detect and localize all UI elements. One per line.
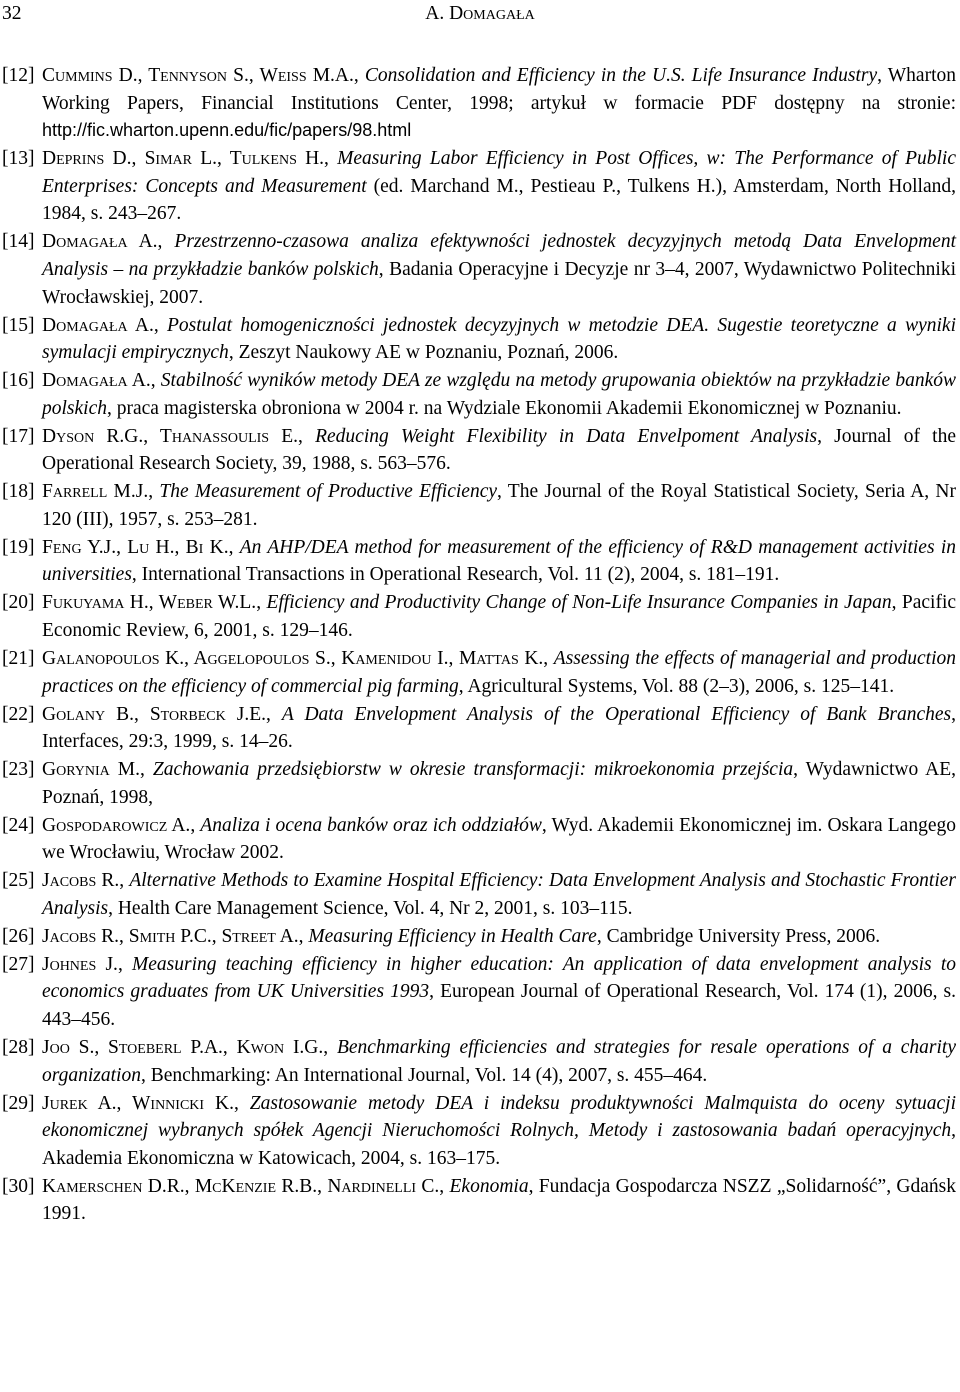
page-number: 32 (2, 3, 22, 24)
reference-entry (2, 423, 956, 478)
reference-text: , Badania Operacyjne i Decyzje nr 3–4, 2007, Wydawnictwo Politechniki Wrocławskiej, 2007. (42, 258, 956, 308)
reference-text: , Health Care Management Science, Vol. 4, Nr 2, 2001, s. 103–115. (108, 897, 633, 919)
reference-text: , The Journal of the Royal Statistical Society, Seria A, Nr 120 (III), 1957, s. 253–281. (42, 481, 957, 530)
reference-title: Measuring teaching efficiency in higher education: An application of data envelopment analysis to economics graduates from UK Universities 1993 (42, 953, 956, 1003)
reference-text: , praca magisterska obroniona w 2004 r. na Wydziale Ekonomii Akademii Ekonomicznej w Poznaniu. (106, 397, 902, 419)
reference-authors: Deprins D., Simar L., Tulkens H. (42, 148, 325, 170)
reference-text: , (323, 1037, 337, 1059)
reference-number: [15] (2, 314, 35, 336)
reference-title: Analiza i ocena banków oraz ich oddziałów (200, 814, 542, 836)
reference-authors: Kamerschen D.R., McKenzie R.B., Nardinelli C. (42, 1175, 440, 1197)
reference-number: [21] (2, 647, 35, 669)
reference-authors: Gorynia M. (42, 759, 140, 781)
reference-number: [19] (2, 536, 35, 558)
reference-text: , Zeszyt Naukowy AE w Poznaniu, Poznań, 2006. (228, 342, 619, 364)
reference-authors: Domagała A. (42, 370, 151, 392)
reference-entry (2, 701, 956, 756)
reference-number: [23] (2, 759, 35, 781)
reference-title: Efficiency and Productivity Change of Non-Life Insurance Companies in Japan (266, 592, 892, 614)
reference-title: Ekonomia (449, 1175, 529, 1197)
reference-authors: Joo S., Stoeberl P.A., Kwon I.G. (42, 1037, 324, 1059)
reference-title: The Measurement of Productive Efficiency (159, 481, 498, 503)
reference-number: [24] (2, 814, 35, 836)
reference-text: (ed. Marchand M., Pestieau P., Tulkens H.), Amsterdam, North Holland, 1984, s. 243–267. (42, 175, 956, 225)
reference-title: Assessing the effects of managerial and production practices on the efficiency of commercial pig farming (42, 647, 957, 697)
reference-entry (2, 756, 956, 811)
reference-entry (2, 923, 956, 951)
reference-entry (2, 867, 956, 922)
reference-authors: Galanopoulos K., Aggelopoulos S., Kamenidou I., Mattas K. (42, 647, 544, 669)
reference-entry (2, 645, 956, 700)
reference-entry (2, 1090, 956, 1173)
reference-text: , Wyd. Akademii Ekonomicznej im. Oskara Langego we Wrocławiu, Wrocław 2002. (42, 814, 956, 864)
reference-title: Przestrzenno-czasowa analiza efektywności jednostek decyzyjnych metodą Data Envelopment Analysis – na przykładzie banków polskich (42, 231, 956, 280)
reference-text: , Agricultural Systems, Vol. 88 (2–3), 2006, s. 125–141. (458, 675, 895, 697)
reference-entry (2, 312, 956, 367)
reference-url: http://fic.wharton.upenn.edu/fic/papers/98.html (42, 120, 412, 141)
reference-number: [20] (2, 592, 35, 614)
reference-text: , (157, 231, 175, 253)
reference-number: [14] (2, 231, 35, 253)
reference-number: [18] (2, 481, 35, 503)
reference-text: , International Transactions in Operational Research, Vol. 11 (2), 2004, s. 181–191. (131, 564, 780, 586)
reference-text: , (228, 536, 240, 558)
reference-text: , (153, 314, 168, 336)
reference-number: [22] (2, 703, 35, 725)
reference-title: Stabilność wyników metody DEA ze względu na metody grupowania obiektów na przykładzie banków polskich (42, 370, 957, 419)
reference-title: Zachowania przedsiębiorstw w okresie transformacji: mikroekonomia przejścia (152, 759, 794, 781)
reference-title: Consolidation and Efficiency in the U.S. Life Insurance Industry (364, 65, 878, 86)
reference-number: [13] (2, 148, 35, 170)
page-header (0, 0, 960, 28)
reference-number: [17] (2, 425, 35, 447)
reference-entry (2, 478, 956, 533)
reference-text: , Wydawnictwo AE, Poznań, 1998, (42, 759, 957, 808)
reference-number: [29] (2, 1092, 35, 1114)
reference-authors: Feng Y.J., Lu H., Bi K. (42, 536, 229, 558)
reference-text: , (266, 703, 282, 725)
reference-title: Alternative Methods to Examine Hospital Efficiency: Data Envelopment Analysis and Stochastic Frontier Analysis (42, 870, 956, 919)
reference-text: , (256, 592, 267, 614)
reference-text: , (324, 148, 338, 170)
reference-entry (2, 589, 956, 644)
reference-text: , (148, 481, 160, 503)
reference-authors: Domagała A. (42, 231, 158, 253)
reference-entry (2, 228, 956, 311)
reference-entry (2, 1034, 956, 1089)
reference-title: Reducing Weight Flexibility in Data Envelpoment Analysis (315, 425, 818, 447)
reference-entry (2, 145, 956, 228)
running-head: A. Domagała (425, 3, 535, 24)
reference-text: , (543, 647, 554, 669)
reference-entry (2, 951, 956, 1034)
reference-authors: Dyson R.G., Thanassoulis E. (42, 425, 299, 447)
reference-entry (2, 812, 956, 867)
reference-authors: Jacobs R., Smith P.C., Street A. (42, 925, 299, 947)
reference-authors: Jurek A., Winnicki K. (42, 1092, 234, 1114)
reference-title: Measuring Labor Efficiency in Post Offices, w: The Performance of Public Enterprises: Concepts and Measurement (42, 148, 957, 197)
reference-number: [16] (2, 370, 35, 392)
reference-authors: Golany B., Storbeck J.E. (42, 703, 267, 725)
reference-text: , (298, 425, 316, 447)
reference-text: , (439, 1175, 450, 1197)
reference-text: , (190, 814, 201, 836)
reference-authors: Gospodarowicz A. (42, 814, 191, 836)
reference-authors: Domagała A. (42, 314, 154, 336)
reference-text: , Pacific Economic Review, 6, 2001, s. 129–146. (42, 592, 957, 641)
reference-entry (2, 367, 956, 422)
reference-text: , Interfaces, 29:3, 1999, s. 14–26. (42, 703, 956, 753)
reference-title: Benchmarking efficiencies and strategies for resale operations of a charity organization (42, 1037, 956, 1086)
reference-title: Postulat homogeniczności jednostek decyzyjnych w metodzie DEA. Sugestie teoretyczne a wyniki symulacji empirycznych (42, 314, 957, 364)
reference-title: An AHP/DEA method for measurement of the efficiency of R&D management activities in universities (42, 536, 957, 586)
reference-entry (2, 1173, 956, 1228)
reference-text: , (233, 1092, 250, 1114)
reference-number: [27] (2, 953, 35, 975)
reference-text: , European Journal of Operational Research, Vol. 174 (1), 2006, s. 443–456. (42, 981, 956, 1031)
reference-text: , (119, 870, 130, 892)
reference-title: Zastosowanie metody DEA i indeksu produktywności Malmquista do oceny sytuacji ekonomicznej wybranych spółek Agencji Nieruchomości Rolnych, Metody i zastosowania badań operacyjnych (42, 1092, 956, 1142)
reference-number: [25] (2, 870, 35, 892)
reference-text: , Fundacja Gospodarcza NSZZ „Solidarność”, Gdańsk 1991. (42, 1175, 956, 1225)
reference-number: [30] (2, 1175, 35, 1197)
reference-title: A Data Envelopment Analysis of the Operational Efficiency of Bank Branches (281, 703, 952, 725)
reference-authors: Farrell M.J. (42, 481, 149, 503)
reference-authors: Johnes J. (42, 953, 118, 975)
reference-text: , (117, 953, 133, 975)
reference-authors: Fukuyama H., Weber W.L. (42, 592, 257, 614)
reference-text: , (298, 925, 309, 947)
reference-text: , Journal of the Operational Research Society, 39, 1988, s. 563–576. (42, 425, 957, 475)
reference-text: , Cambridge University Press, 2006. (596, 925, 881, 947)
reference-text: , (139, 759, 153, 781)
reference-number: [28] (2, 1037, 35, 1059)
reference-authors: Cummins D., Tennyson S., Weiss M.A. (42, 65, 354, 86)
reference-text: , Akademia Ekonomiczna w Katowicach, 2004, s. 163–175. (42, 1120, 956, 1169)
reference-text: , Benchmarking: An International Journal, Vol. 14 (4), 2007, s. 455–464. (140, 1064, 708, 1086)
reference-text: , (150, 370, 161, 392)
reference-text: , Wharton Working Papers, Financial Institutions Center, 1998; artykuł w formacie PDF dostępny na stronie: (42, 65, 956, 114)
reference-text: , (353, 65, 365, 86)
reference-number: [26] (2, 925, 35, 947)
reference-number: [12] (2, 65, 35, 86)
reference-authors: Jacobs R. (42, 870, 120, 892)
reference-entry (2, 62, 956, 145)
reference-entry (2, 534, 956, 589)
reference-list (2, 62, 956, 1228)
reference-title: Measuring Efficiency in Health Care (308, 925, 597, 947)
